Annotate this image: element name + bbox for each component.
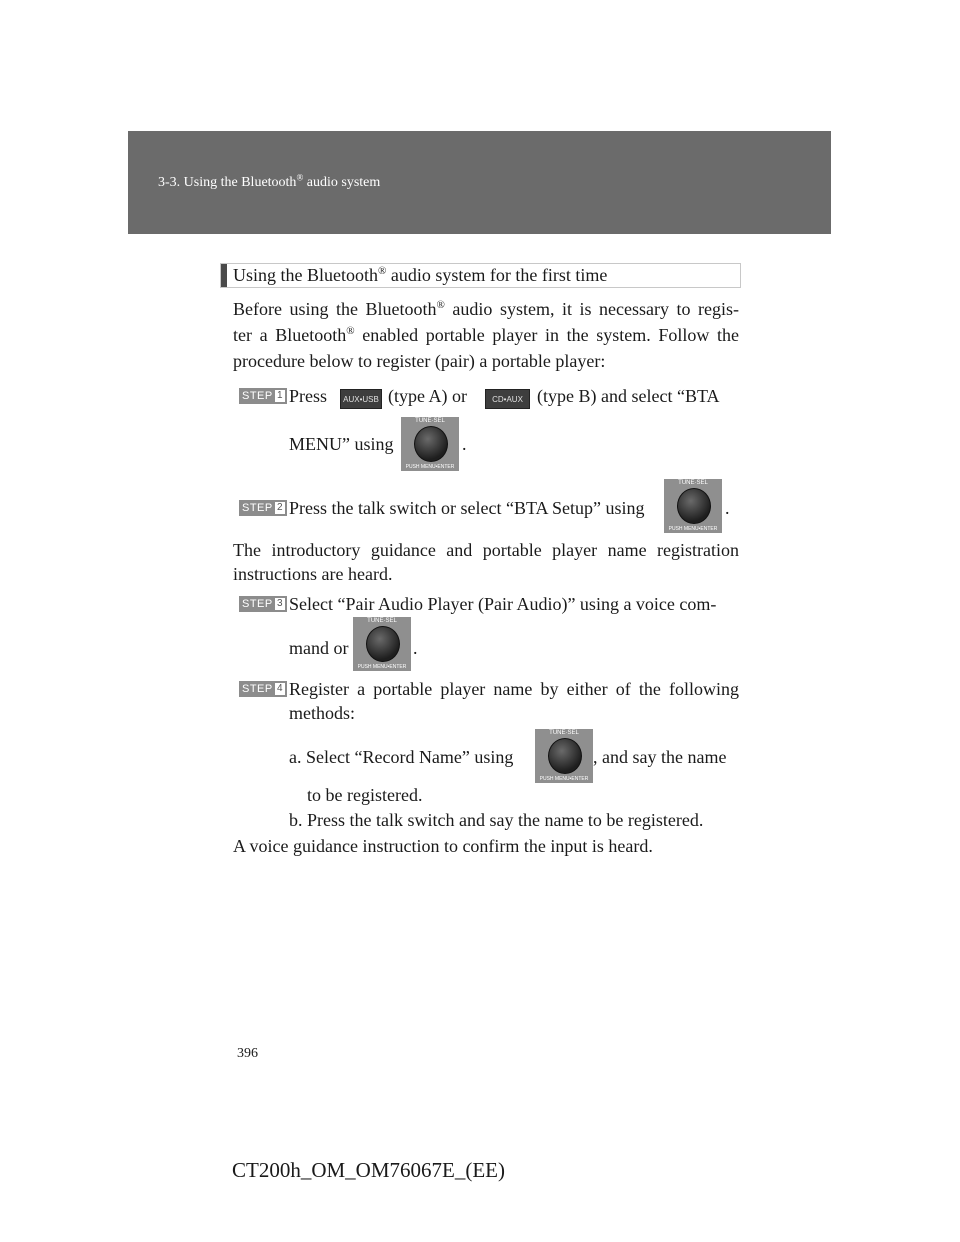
guidance-line-2: instructions are heard.: [233, 564, 393, 584]
step-2-badge: STEP 2: [239, 500, 287, 516]
document-code: CT200h_OM_OM76067E_(EE): [232, 1158, 505, 1182]
step-1-text-b: (type A) or: [388, 386, 467, 406]
step-1-text-a: Press: [289, 386, 328, 406]
step-4-badge: STEP 4: [239, 681, 287, 697]
intro-line-3: procedure below to register (pair) a portable player:: [233, 351, 606, 371]
step-3-text-a: Select “Pair Audio Player (Pair Audio)” using a voice com-: [289, 594, 717, 614]
aux-usb-button-icon: AUX•USB: [340, 389, 382, 409]
guidance-line-1: The introductory guidance and portable player name registration: [233, 540, 739, 560]
step-4-option-a-cont: to be registered.: [307, 785, 423, 805]
step-1-badge: STEP 1: [239, 388, 287, 404]
step-3-text-b: mand or: [289, 638, 349, 658]
step-3-badge: STEP 3: [239, 596, 287, 612]
page-number: 396: [237, 1046, 258, 1061]
confirm-text: A voice guidance instruction to confirm the input is heard.: [233, 836, 653, 856]
step-3-text-c: .: [413, 638, 418, 658]
section-heading-box: [220, 263, 741, 288]
step-4-option-a-text: a. Select “Record Name” using: [289, 747, 514, 767]
step-4-option-b-text: b. Press the talk switch and say the name to be registered.: [289, 810, 704, 830]
step-1-text-d: MENU” using: [289, 434, 394, 454]
step-2-text-end: .: [725, 498, 730, 518]
step-4-text-b: methods:: [289, 703, 355, 723]
section-title: Using the Bluetooth® audio system for the first time: [233, 265, 608, 285]
chapter-title: 3-3. Using the Bluetooth® audio system: [158, 172, 381, 190]
tune-sel-knob-icon: TUNE·SEL PUSH MENU•ENTER: [353, 617, 411, 671]
tune-sel-knob-icon: TUNE·SEL PUSH MENU•ENTER: [535, 729, 593, 783]
chapter-header-bar: [128, 131, 831, 234]
tune-sel-knob-icon: TUNE·SEL PUSH MENU•ENTER: [664, 479, 722, 533]
intro-line-2: ter a Bluetooth® enabled portable player in the system. Follow the: [233, 325, 739, 345]
tune-sel-knob-icon: TUNE·SEL PUSH MENU•ENTER: [401, 417, 459, 471]
step-4-text-a: Register a portable player name by either of the following: [289, 679, 739, 699]
step-2-text: Press the talk switch or select “BTA Setup” using: [289, 498, 645, 518]
section-accent-bar: [221, 264, 227, 287]
cd-aux-button-icon: CD•AUX: [485, 389, 530, 409]
step-1-text-c: (type B) and select “BTA: [537, 386, 720, 406]
intro-line-1: Before using the Bluetooth® audio system, it is necessary to regis-: [233, 299, 740, 319]
step-4-option-a-tail: , and say the name: [593, 747, 727, 767]
step-1-text-e: .: [462, 434, 467, 454]
